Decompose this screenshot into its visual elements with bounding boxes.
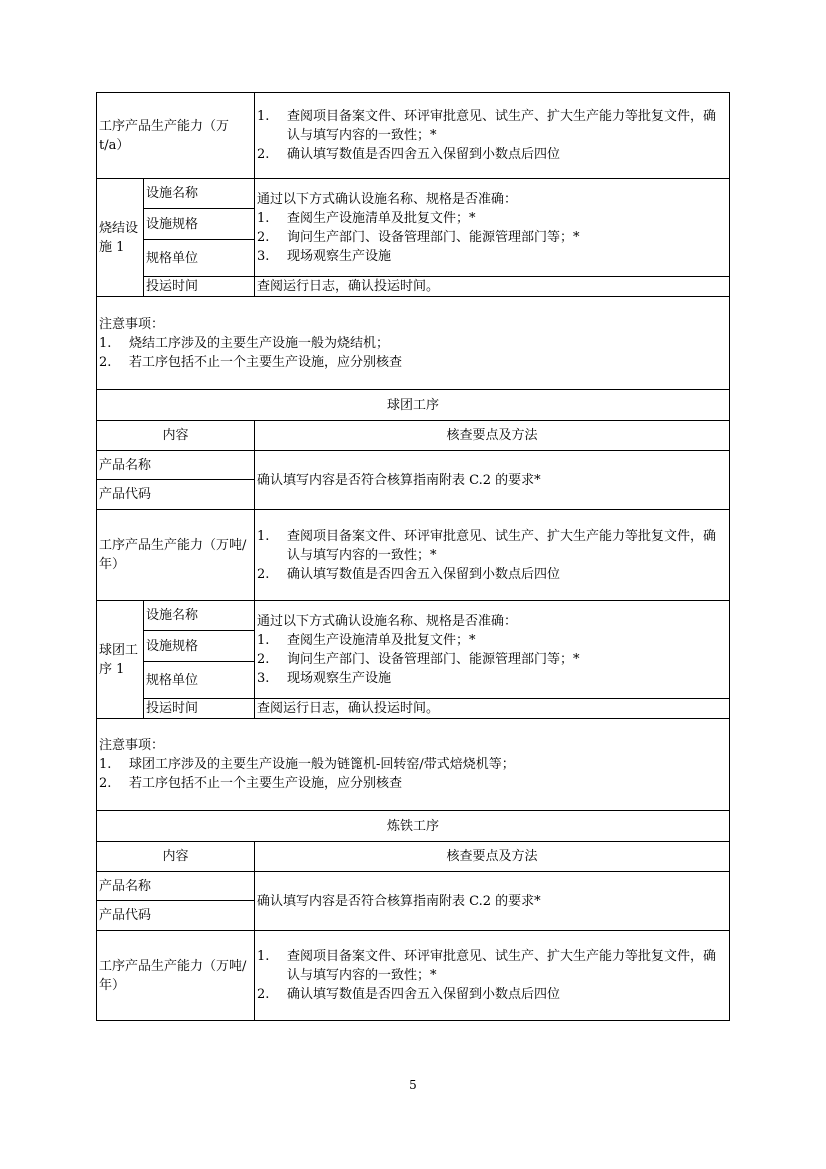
pellet-facility-group-label: 球团工序 1 (97, 601, 144, 719)
list-item: 3. 现场观察生产设施 (257, 670, 392, 686)
pellet-commission-row (97, 699, 730, 719)
facility-unit-label: 规格单位 (144, 240, 255, 277)
column-header-method: 核查要点及方法 (255, 842, 730, 872)
notes-title: 注意事项： (99, 738, 165, 753)
pellet-facility-method (255, 601, 730, 699)
column-header-content: 内容 (97, 421, 255, 451)
ironmaking-capacity-row (97, 931, 730, 1021)
capacity-label: 工序产品生产能力（万吨/年） (97, 931, 255, 1021)
sinter-facility-name-row (97, 179, 730, 209)
product-method: 确认填写内容是否符合核算指南附表 C.2 的要求* (255, 872, 730, 931)
sinter-capacity-row (97, 93, 730, 179)
facility-spec-label: 设施规格 (144, 631, 255, 662)
ironmaking-title-row (97, 811, 730, 842)
commission-label: 投运时间 (144, 699, 255, 719)
sinter-facility-group-label: 烧结设施 1 (97, 179, 144, 297)
list-item: 1. 查阅生产设施清单及批复文件；* (257, 210, 476, 226)
commission-label: 投运时间 (144, 277, 255, 297)
list-item: 3. 现场观察生产设施 (257, 248, 392, 264)
sinter-capacity-method (255, 93, 730, 179)
sinter-notes (97, 297, 730, 390)
list-item: 1. 查阅生产设施清单及批复文件；* (257, 632, 476, 648)
product-name-label: 产品名称 (97, 872, 255, 901)
facility-intro: 通过以下方式确认设施名称、规格是否准确： (257, 613, 518, 629)
pellet-title-row (97, 390, 730, 421)
column-header-method: 核查要点及方法 (255, 421, 730, 451)
section-title: 炼铁工序 (97, 811, 730, 842)
product-code-label: 产品代码 (97, 480, 255, 510)
list-item: 2. 询问生产部门、设备管理部门、能源管理部门等；* (257, 651, 580, 667)
page-number: 5 (409, 1078, 417, 1092)
facility-unit-label: 规格单位 (144, 662, 255, 699)
list-item: 2. 确认填写数值是否四舍五入保留到小数点后四位 (257, 987, 561, 1002)
facility-name-label: 设施名称 (144, 179, 255, 209)
pellet-header-row (97, 421, 730, 451)
facility-intro: 通过以下方式确认设施名称、规格是否准确： (257, 191, 518, 207)
ironmaking-product-name-row (97, 872, 730, 901)
pellet-facility-name-row (97, 601, 730, 631)
sinter-capacity-label: 工序产品生产能力（万t/a） (97, 93, 255, 179)
product-method: 确认填写内容是否符合核算指南附表 C.2 的要求* (255, 451, 730, 510)
pellet-notes (97, 719, 730, 811)
facility-spec-label: 设施规格 (144, 209, 255, 240)
facility-name-label: 设施名称 (144, 601, 255, 631)
column-header-content: 内容 (97, 842, 255, 872)
sinter-facility-method (255, 179, 730, 277)
pellet-product-name-row (97, 451, 730, 480)
list-item: 1. 查阅项目备案文件、环评审批意见、试生产、扩大生产能力等批复文件，确认与填写内容的一致性；* (257, 949, 717, 983)
list-item: 2. 若工序包括不止一个主要生产设施，应分别核查 (99, 776, 403, 791)
sinter-commission-row (97, 277, 730, 297)
section-title: 球团工序 (97, 390, 730, 421)
list-item: 2. 确认填写数值是否四舍五入保留到小数点后四位 (257, 147, 561, 162)
list-item: 1. 查阅项目备案文件、环评审批意见、试生产、扩大生产能力等批复文件，确认与填写内容的一致性；* (257, 109, 717, 143)
capacity-label: 工序产品生产能力（万吨/年） (97, 510, 255, 601)
ironmaking-header-row (97, 842, 730, 872)
list-item: 1. 烧结工序涉及的主要生产设施一般为烧结机； (99, 335, 390, 351)
capacity-method (255, 510, 730, 601)
product-code-label: 产品代码 (97, 901, 255, 931)
list-item: 1. 查阅项目备案文件、环评审批意见、试生产、扩大生产能力等批复文件，确认与填写内容的一致性；* (257, 528, 717, 563)
commission-method: 查阅运行日志，确认投运时间。 (255, 277, 730, 297)
commission-method: 查阅运行日志，确认投运时间。 (255, 699, 730, 719)
sinter-notes-row (97, 297, 730, 390)
notes-title: 注意事项： (99, 316, 165, 332)
list-item: 1. 球团工序涉及的主要生产设施一般为链篦机-回转窑/带式焙烧机等； (99, 757, 515, 772)
product-name-label: 产品名称 (97, 451, 255, 480)
pellet-capacity-row (97, 510, 730, 601)
pellet-notes-row (97, 719, 730, 811)
list-item: 2. 若工序包括不止一个主要生产设施，应分别核查 (99, 354, 403, 370)
list-item: 2. 询问生产部门、设备管理部门、能源管理部门等；* (257, 229, 580, 245)
capacity-method (255, 931, 730, 1021)
list-item: 2. 确认填写数值是否四舍五入保留到小数点后四位 (257, 566, 561, 582)
verification-table (96, 92, 730, 1021)
